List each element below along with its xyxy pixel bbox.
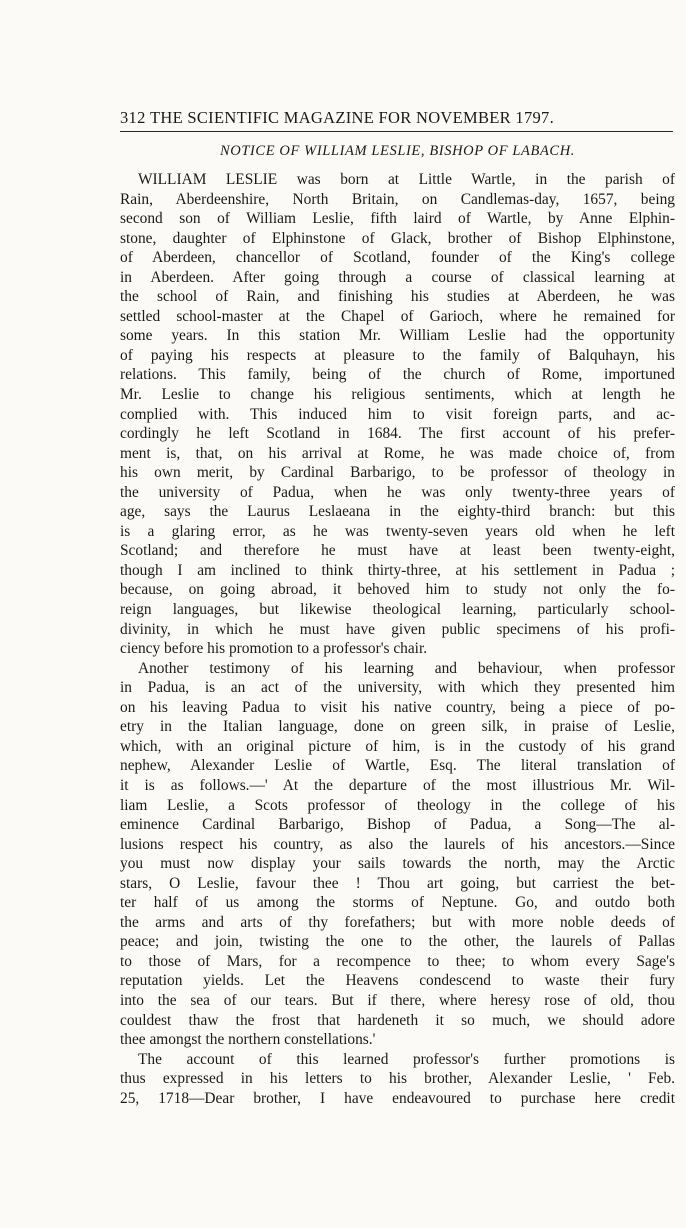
text-line: ment is, that, on his arrival at Rome, he was made choice of, from bbox=[120, 444, 675, 462]
text-line: thee amongst the northern constellations.' bbox=[120, 1031, 376, 1049]
text-line: stone, daughter of Elphinstone of Glack, brother of Bishop Elphinstone, bbox=[120, 229, 675, 247]
text-line: of paying his respects at pleasure to the family of Balquhayn, his bbox=[120, 346, 675, 364]
text-line: Mr. Leslie to change his religious sentiments, which at length he bbox=[120, 386, 675, 404]
text-line: peace; and join, twisting the one to the other, the laurels of Pallas bbox=[120, 933, 675, 951]
text-line: the school of Rain, and finishing his studies at Aberdeen, he was bbox=[120, 288, 675, 306]
text-line: 25, 1718—Dear brother, I have endeavoured to purchase here credit bbox=[120, 1089, 675, 1107]
header-rule bbox=[120, 131, 673, 132]
text-line: cordingly he left Scotland in 1684. The first account of his prefer- bbox=[120, 425, 675, 443]
text-line: the arms and arts of thy forefathers; but with more noble deeds of bbox=[120, 913, 675, 931]
running-title: THE SCIENTIFIC MAGAZINE FOR NOVEMBER 1797. bbox=[150, 108, 555, 127]
text-line: to those of Mars, for a recompence to thee; to whom every Sage's bbox=[120, 952, 675, 970]
text-line: though I am inclined to think thirty-three, at his settlement in Padua ; bbox=[120, 561, 675, 579]
text-line: ter half of us among the storms of Neptune. Go, and outdo both bbox=[120, 894, 675, 912]
text-line: Another testimony of his learning and behaviour, when professor bbox=[138, 659, 675, 677]
text-line: settled school-master at the Chapel of Garioch, where he remained for bbox=[120, 307, 675, 325]
page-number: 312 bbox=[120, 108, 146, 127]
text-line: eminence Cardinal Barbarigo, Bishop of Padua, a Song—The al- bbox=[120, 816, 675, 834]
text-line: Scotland; and therefore he must have at least been twenty-eight, bbox=[120, 542, 675, 560]
text-line: it is as follows.—' At the departure of the most illustrious Mr. Wil- bbox=[120, 776, 675, 794]
text-line: you must now display your sails towards the north, may the Arctic bbox=[120, 855, 675, 873]
text-line: is a glaring error, as he was twenty-seven years old when he left bbox=[120, 522, 675, 540]
text-line: relations. This family, being of the church of Rome, importuned bbox=[120, 366, 675, 384]
text-line: second son of William Leslie, fifth laird of Wartle, by Anne Elphin- bbox=[120, 210, 675, 228]
text-line: his own merit, by Cardinal Barbarigo, to be professor of theology in bbox=[120, 464, 675, 482]
text-line: The account of this learned professor's further promotions is bbox=[138, 1050, 675, 1068]
text-line: thus expressed in his letters to his brother, Alexander Leslie, ' Feb. bbox=[120, 1070, 675, 1088]
text-line: which, with an original picture of him, is in the custody of his grand bbox=[120, 737, 675, 755]
text-line: some years. In this station Mr. William Leslie had the opportunity bbox=[120, 327, 675, 345]
text-line: couldest thaw the frost that hardeneth it so much, we should adore bbox=[120, 1011, 675, 1029]
text-line: WILLIAM LESLIE was born at Little Wartle, in the parish of bbox=[138, 171, 675, 188]
article-title: NOTICE OF WILLIAM LESLIE, BISHOP OF LABACH. bbox=[220, 143, 575, 159]
text-line: divinity, in which he must have given public specimens of his profi- bbox=[120, 620, 675, 638]
text-line: lusions respect his country, as also the laurels of his ancestors.—Since bbox=[120, 835, 675, 853]
text-line: Rain, Aberdeenshire, North Britain, on Candlemas-day, 1657, being bbox=[120, 190, 675, 208]
text-line: nephew, Alexander Leslie of Wartle, Esq. The literal translation of bbox=[120, 757, 675, 775]
text-line: the university of Padua, when he was only twenty-three years of bbox=[120, 483, 675, 501]
article-body bbox=[120, 170, 675, 1210]
text-line: into the sea of our tears. But if there, where heresy rose of old, thou bbox=[120, 991, 675, 1009]
text-line: on his leaving Padua to visit his native country, being a piece of po- bbox=[120, 698, 675, 716]
text-line: age, says the Laurus Leslaeana in the eighty-third branch: but this bbox=[120, 503, 675, 521]
text-line: of Aberdeen, chancellor of Scotland, founder of the King's college bbox=[120, 249, 675, 267]
text-line: complied with. This induced him to visit foreign parts, and ac- bbox=[120, 405, 675, 423]
text-line: reputation yields. Let the Heavens condescend to waste their fury bbox=[120, 972, 675, 990]
text-line: ciency before his promotion to a professor's chair. bbox=[120, 640, 428, 658]
text-line: etry in the Italian language, done on green silk, in praise of Leslie, bbox=[120, 718, 675, 736]
text-line: in Padua, is an act of the university, with which they presented him bbox=[120, 679, 675, 697]
text-line: reign languages, but likewise theological learning, particularly school- bbox=[120, 601, 675, 619]
text-line: liam Leslie, a Scots professor of theology in the college of his bbox=[120, 796, 675, 814]
text-line: in Aberdeen. After going through a course of classical learning at bbox=[120, 268, 675, 286]
text-line: stars, O Leslie, favour thee ! Thou art going, but carriest the bet- bbox=[120, 874, 675, 892]
text-line: because, on going abroad, it behoved him to study not only the fo- bbox=[120, 581, 675, 599]
